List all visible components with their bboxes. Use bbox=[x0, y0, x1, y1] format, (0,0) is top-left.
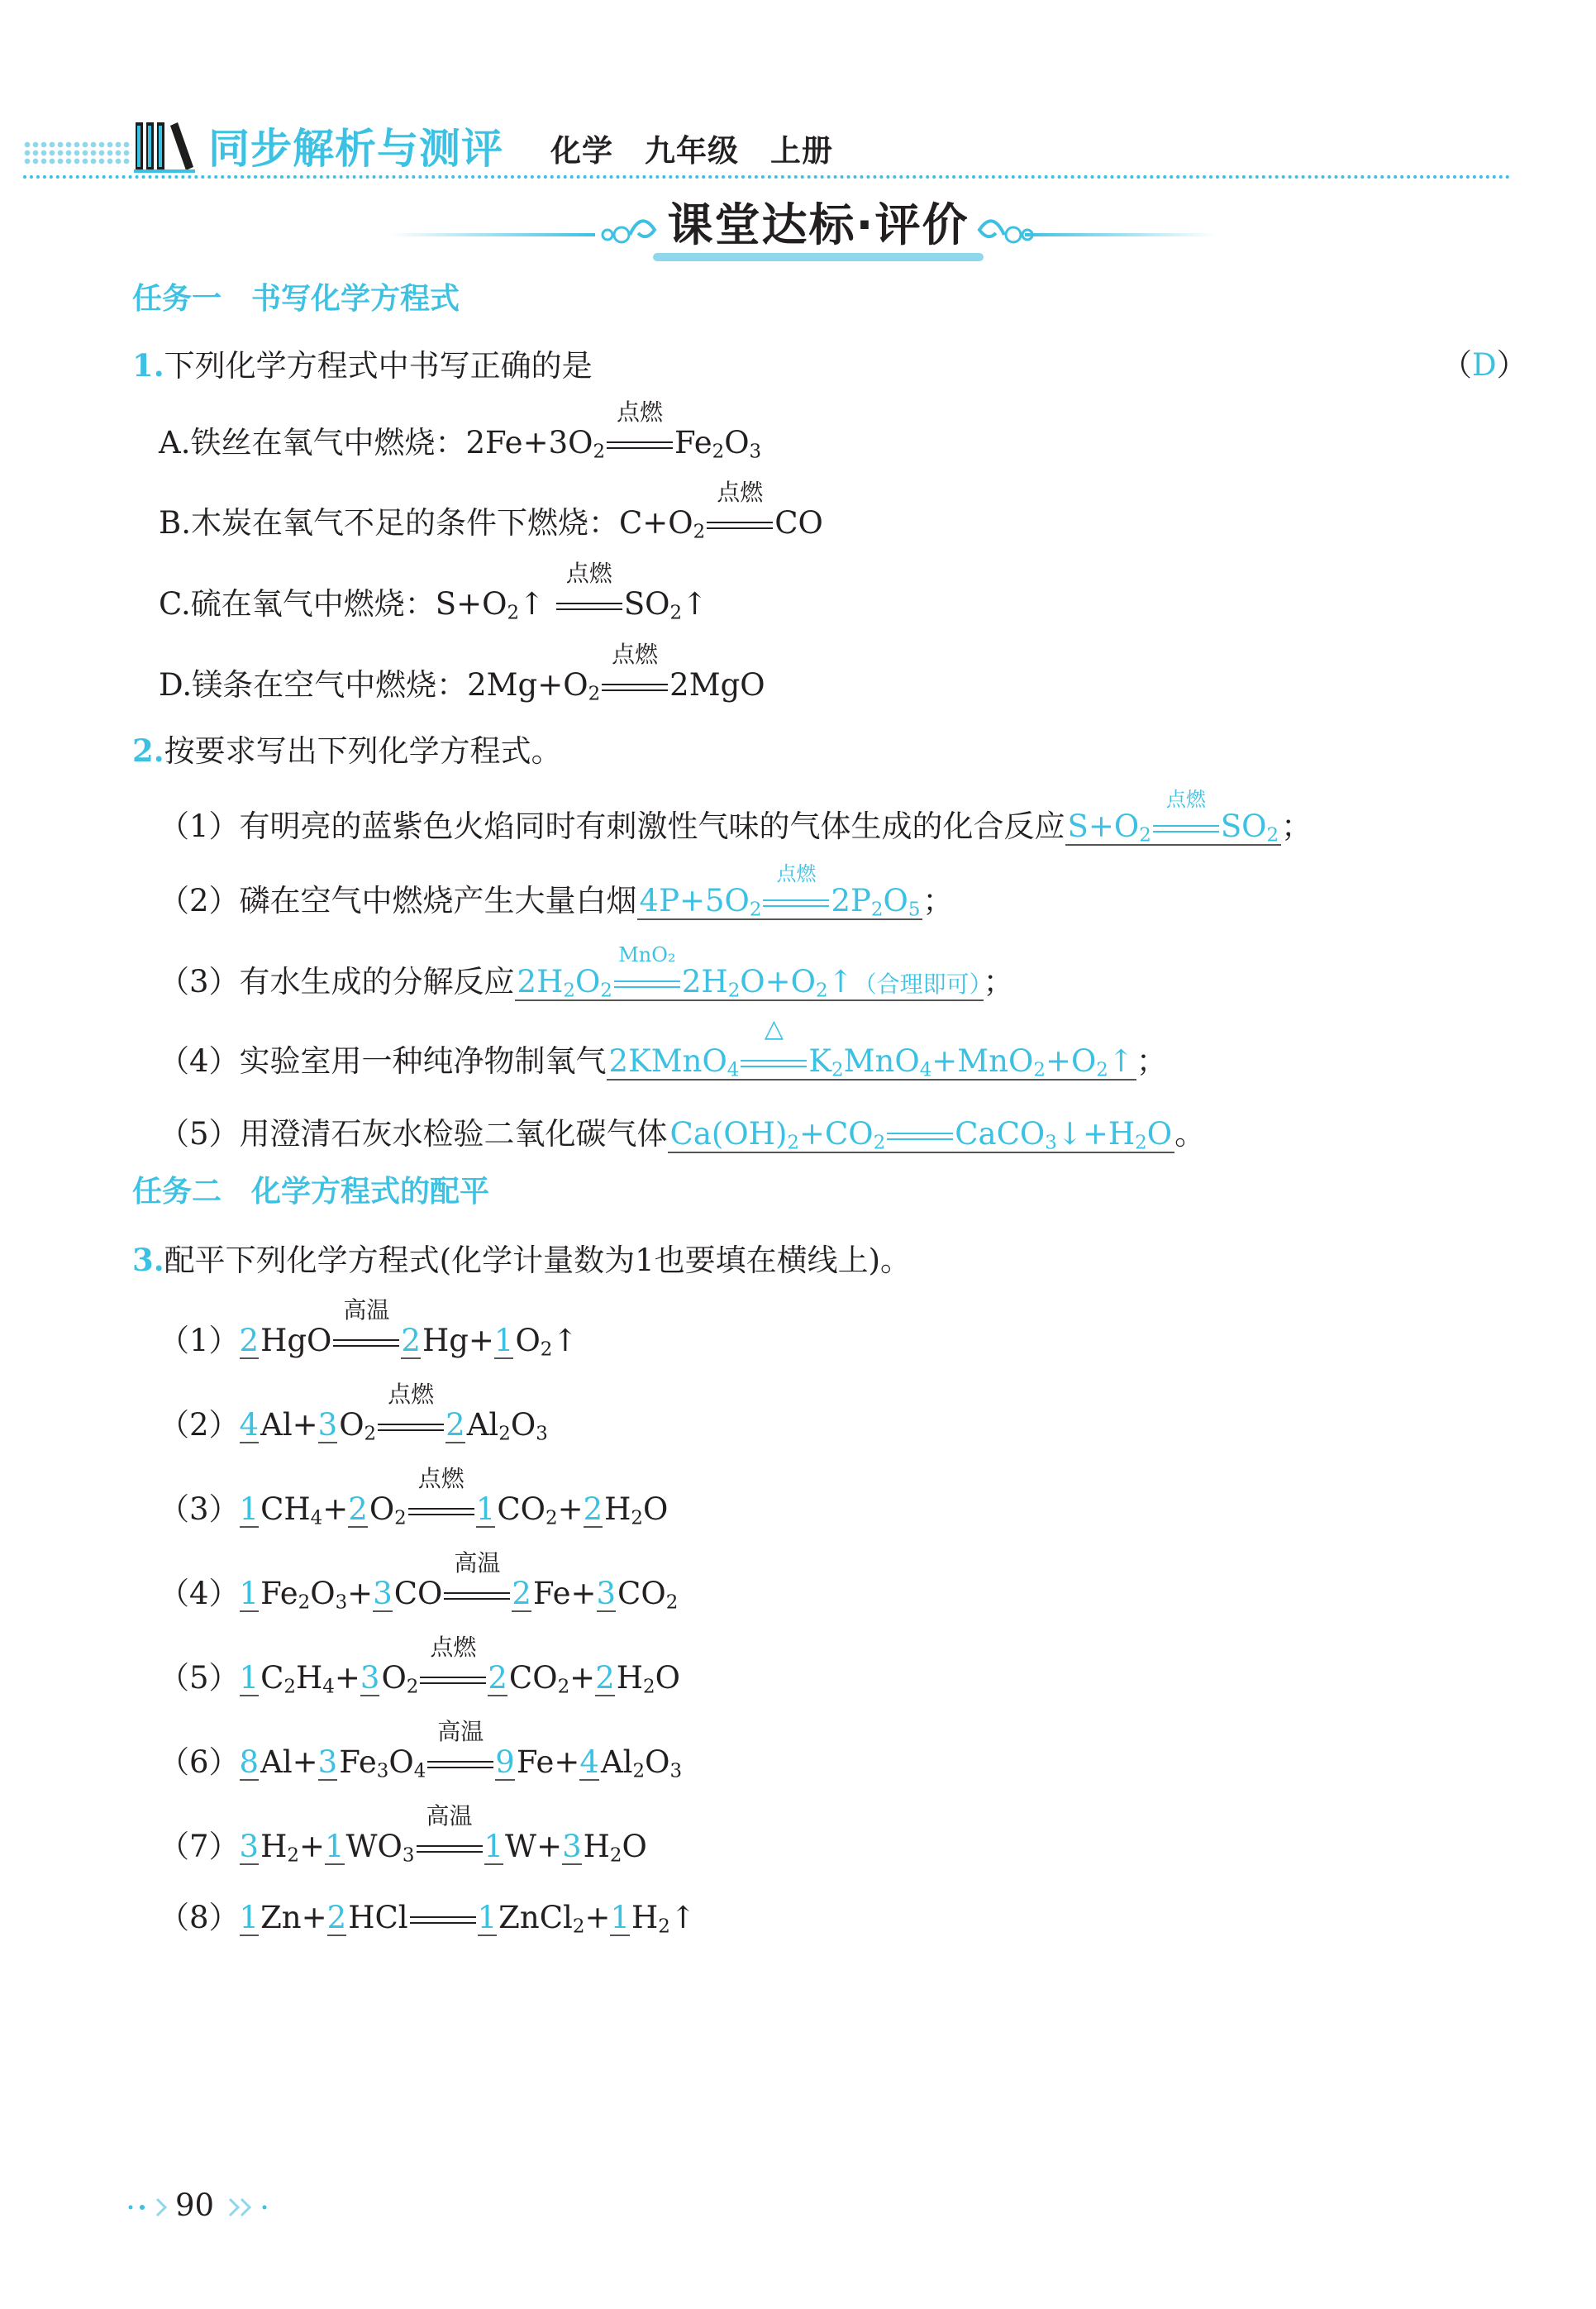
header-dot-pattern bbox=[23, 141, 132, 167]
question-number: 2. bbox=[132, 732, 164, 769]
section-title: 课堂达标·评价 bbox=[667, 198, 970, 251]
q3-item-4: $(4)1Fe_2O_3+3CO$ 高温 $2Fe+3CO_2$ bbox=[159, 1549, 679, 1614]
answer-fill: $S+O_2$ 点燃 $SO_2$ bbox=[1065, 809, 1282, 846]
option-a: A.铁丝在氧气中燃烧：$2Fe+3O_2$ 点燃 $Fe_2O_3$ bbox=[159, 398, 762, 463]
reaction-arrow: 点燃 bbox=[705, 503, 774, 543]
answer-bracket: （D） bbox=[1441, 347, 1527, 383]
subject-grade: 化学 九年级 上册 bbox=[550, 133, 833, 169]
q2-item-1: （1）有明亮的蓝紫色火焰同时有刺激性气味的气体生成的化合反应$S+O_2$ 点燃 $SO_2$； bbox=[159, 788, 1313, 847]
q2-item-3: （3）有水生成的分解反应$2H_2O_2$ MnO₂ $2H_2O+O_2↑$（合理即可）； bbox=[159, 943, 1014, 1002]
q3-item-8: （8）1Zn+2HCl $1ZnCl_2+1H_2↑$ bbox=[159, 1900, 696, 1938]
q3-item-7: $(7)3H_2+1WO_3$ 高温 $1W+3H_2O$ bbox=[159, 1802, 647, 1867]
page-number: 90 bbox=[175, 2187, 215, 2223]
reaction-arrow: 点燃 bbox=[555, 584, 624, 624]
series-title: 同步解析与测评 bbox=[208, 125, 503, 173]
q3-item-2: $(2)4Al+3O_2$ 点燃 $2Al_2O_3$ bbox=[159, 1381, 548, 1445]
q2-item-4: （4）实验室用一种纯净物制氧气2KMnO$_4$ △ $K_2MnO_4+MnO_2+O_2↑$； bbox=[159, 1014, 1167, 1081]
task1-heading: 任务一 书写化学方程式 bbox=[132, 282, 460, 316]
q3-item-5: $(5)1C_2H_4+3O_2$ 点燃 $2CO_2+2H_2O$ bbox=[159, 1634, 680, 1698]
question-2 bbox=[132, 731, 562, 771]
question-number: 3. bbox=[132, 1242, 164, 1278]
q3-item-1: （1）2HgO 高温 $2Hg+1O_2↑$ bbox=[159, 1296, 579, 1361]
question-text: 配平下列化学方程式(化学计量数为1也要填在横线上)。 bbox=[164, 1243, 912, 1278]
option-c: C.硫在氧气中燃烧：$S+O_2↑$ 点燃 $SO_2↑$ bbox=[159, 560, 708, 624]
q2-item-2: （2）磷在空气中燃烧产生大量白烟$4P+5O_2$ 点燃 $2P_2O_5$； bbox=[159, 862, 954, 921]
books-logo-icon bbox=[134, 117, 195, 174]
answer-fill: $4P+5O_2$ 点燃 $2P_2O_5$ bbox=[637, 883, 923, 920]
question-1 bbox=[132, 346, 593, 386]
q3-item-6: $(6)8Al+3Fe_3O_4$ 高温 $9Fe+4Al_2O_3$ bbox=[159, 1718, 683, 1782]
question-text: 下列化学方程式中书写正确的是 bbox=[164, 348, 593, 384]
answer-choice: D bbox=[1472, 347, 1497, 383]
option-b: B.木炭在氧气不足的条件下燃烧：$C+O_2$ 点燃 CO bbox=[159, 479, 823, 543]
reaction-arrow: 点燃 bbox=[605, 423, 674, 463]
answer-fill: $Ca(OH)_2+CO_2$ $CaCO_3↓+H_2O$ bbox=[668, 1116, 1175, 1153]
task2-heading: 任务二 化学方程式的配平 bbox=[132, 1175, 490, 1209]
question-3 bbox=[132, 1240, 911, 1281]
question-text: 按要求写出下列化学方程式。 bbox=[164, 733, 562, 769]
header-divider bbox=[23, 175, 1511, 179]
q3-item-3: $(3)1CH_4+2O_2$ 点燃 $1CO_2+2H_2O$ bbox=[159, 1465, 669, 1529]
question-number: 1. bbox=[132, 347, 164, 384]
reaction-arrow: 点燃 bbox=[600, 666, 669, 705]
answer-fill: 2KMnO$_4$ △ $K_2MnO_4+MnO_2+O_2↑$ bbox=[607, 1043, 1136, 1081]
answer-fill: $2H_2O_2$ MnO₂ $2H_2O+O_2↑$（合理即可） bbox=[515, 964, 984, 1001]
option-d: D.镁条在空气中燃烧：$2Mg+O_2$ 点燃 2MgO bbox=[159, 641, 765, 705]
q2-item-5: （5）用澄清石灰水检验二氧化碳气体$Ca(OH)_2+CO_2$ $CaCO_3↓+H_2O$。 bbox=[159, 1116, 1206, 1154]
